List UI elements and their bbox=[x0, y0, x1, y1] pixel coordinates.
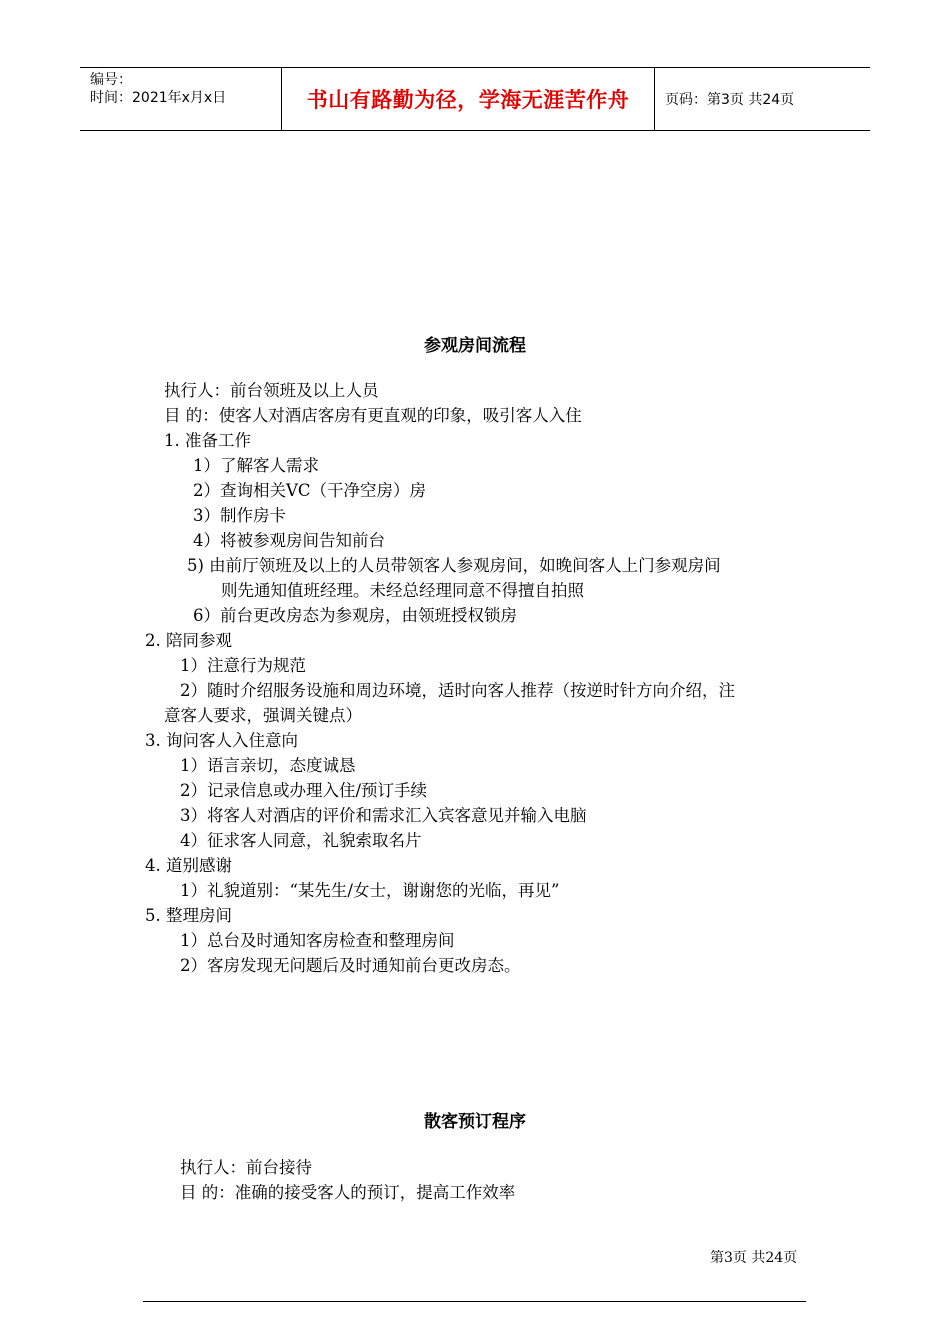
section1-purpose: 目 的：使客人对酒店客房有更直观的印象，吸引客人入住 bbox=[164, 406, 582, 425]
section1-executor: 执行人：前台领班及以上人员 bbox=[164, 381, 379, 400]
list-item: 3. 询问客人入住意向 bbox=[145, 731, 298, 750]
list-item: 则先通知值班经理。未经总经理同意不得擅自拍照 bbox=[221, 581, 584, 600]
section1-title: 参观房间流程 bbox=[424, 336, 526, 356]
list-item: 4）征求客人同意，礼貌索取名片 bbox=[180, 831, 422, 850]
header-left-cell bbox=[80, 68, 282, 130]
list-item: 2. 陪同参观 bbox=[145, 631, 232, 650]
footer-divider bbox=[143, 1301, 806, 1302]
time-label: 时间：2021年x月x日 bbox=[90, 90, 227, 106]
list-item: 1）注意行为规范 bbox=[180, 656, 306, 675]
list-item: 6）前台更改房态为参观房，由领班授权锁房 bbox=[193, 606, 517, 625]
list-item: 2）查询相关VC（干净空房）房 bbox=[193, 481, 427, 500]
list-item: 4）将被参观房间告知前台 bbox=[193, 531, 385, 550]
header-motto: 书山有路勤为径，学海无涯苦作舟 bbox=[282, 68, 655, 130]
list-item: 1）礼貌道别：“某先生/女士，谢谢您的光临，再见” bbox=[180, 881, 560, 900]
page-header bbox=[80, 67, 870, 131]
list-item: 1）语言亲切，态度诚恳 bbox=[180, 756, 356, 775]
list-item: 意客人要求，强调关键点） bbox=[164, 706, 362, 725]
number-label: 编号： bbox=[90, 72, 132, 88]
list-item: 5. 整理房间 bbox=[145, 906, 232, 925]
list-item: 5) 由前厅领班及以上的人员带领客人参观房间，如晚间客人上门参观房间 bbox=[187, 556, 721, 575]
list-item: 3）制作房卡 bbox=[193, 506, 286, 525]
list-item: 3）将客人对酒店的评价和需求汇入宾客意见并输入电脑 bbox=[180, 806, 587, 825]
footer-page-number: 第3页 共24页 bbox=[710, 1250, 798, 1266]
list-item: 4. 道别感谢 bbox=[145, 856, 232, 875]
list-item: 2）随时介绍服务设施和周边环境，适时向客人推荐（按逆时针方向介绍，注 bbox=[180, 681, 735, 700]
list-item: 2）客房发现无问题后及时通知前台更改房态。 bbox=[180, 956, 521, 975]
header-page-label: 页码：第3页 共24页 bbox=[665, 92, 795, 108]
list-item: 2）记录信息或办理入住/预订手续 bbox=[180, 781, 428, 800]
section2-purpose: 目 的：准确的接受客人的预订，提高工作效率 bbox=[180, 1183, 516, 1202]
list-item: 1）了解客人需求 bbox=[193, 456, 319, 475]
section2-executor: 执行人：前台接待 bbox=[180, 1158, 312, 1177]
list-item: 1. 准备工作 bbox=[164, 431, 251, 450]
section2-title: 散客预订程序 bbox=[424, 1112, 526, 1132]
list-item: 1）总台及时通知客房检查和整理房间 bbox=[180, 931, 455, 950]
